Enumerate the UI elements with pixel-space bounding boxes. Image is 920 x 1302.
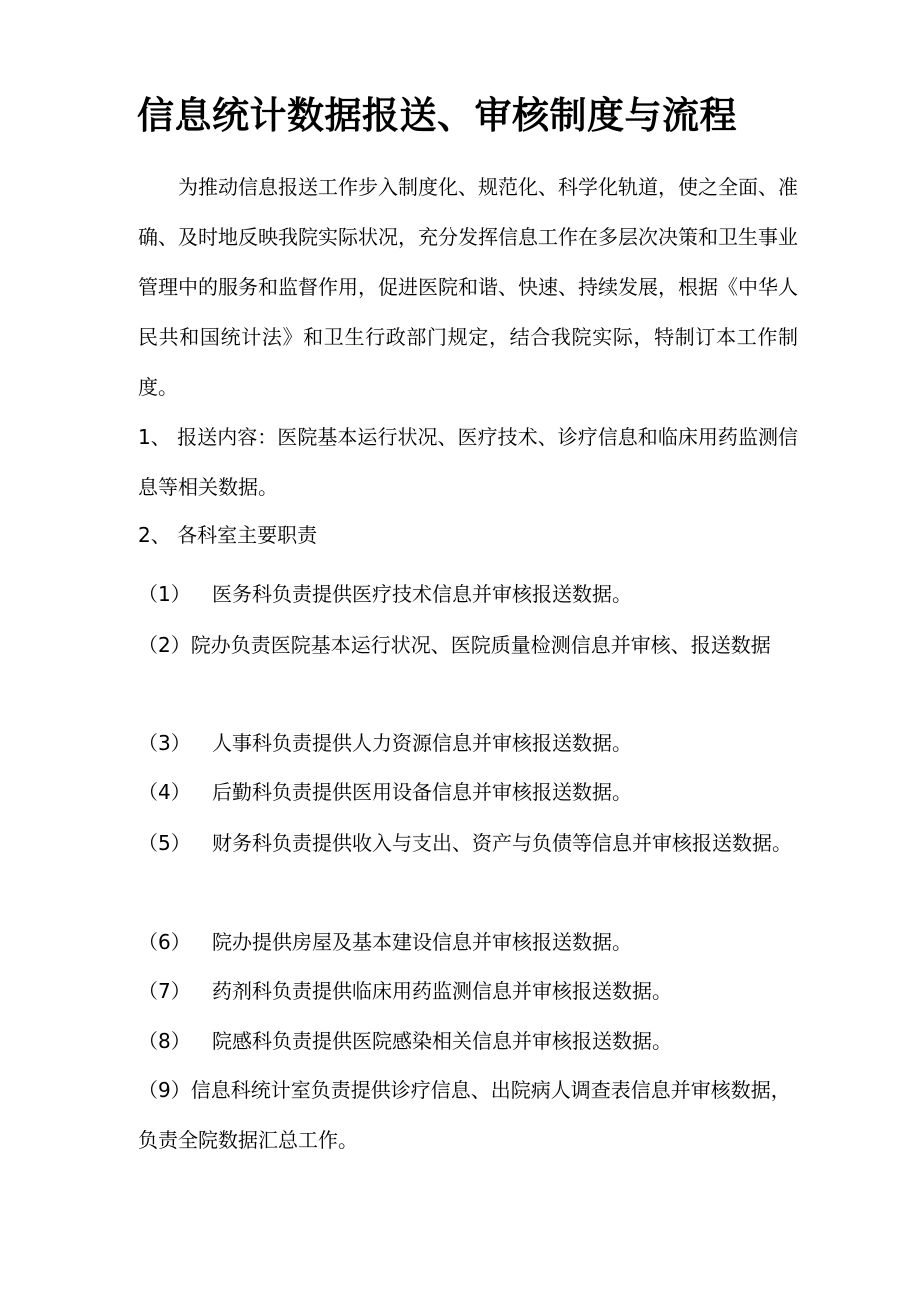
responsibility-item	[138, 620, 798, 670]
responsibility-item	[138, 1016, 798, 1066]
section-text: 报送内容：医院基本运行状况、医疗技术、诊疗信息和临床用药监测信息等相关数据。	[138, 425, 798, 499]
item-number: （5）	[138, 831, 191, 855]
intro-paragraph: 为推动信息报送工作步入制度化、规范化、科学化轨道，使之全面、准确、及时地反映我院实际状况，充分发挥信息工作在多层次决策和卫生事业管理中的服务和监督作用，促进医院和谐、快速、持续发展，根据《中华人民共和国统计法》和卫生行政部门规定，结合我院实际，特制订本工作制度。	[138, 175, 798, 399]
item-text: 财务科负责提供收入与支出、资产与负债等信息并审核报送数据。	[212, 831, 792, 855]
responsibility-item	[138, 917, 798, 967]
item-text: 院办负责医院基本运行状况、医院质量检测信息并审核、报送数据	[190, 633, 771, 657]
responsibility-item	[138, 718, 798, 768]
item-number: （3）	[138, 731, 191, 755]
item-number: （8）	[138, 1029, 191, 1053]
item-text: 后勤科负责提供医用设备信息并审核报送数据。	[212, 780, 632, 804]
item-text: 药剂科负责提供临床用药监测信息并审核报送数据。	[212, 979, 672, 1003]
item-number: （4）	[138, 780, 191, 804]
section-text: 各科室主要职责	[177, 523, 318, 547]
item-text: 信息科统计室负责提供诊疗信息、出院病人调查表信息并审核数据，负责全院数据汇总工作。	[138, 1078, 791, 1152]
section-report-content	[138, 412, 798, 512]
document-title: 信息统计数据报送、审核制度与流程	[137, 94, 737, 137]
item-number: （2）	[138, 633, 191, 657]
section-number: 1、	[138, 425, 171, 449]
item-text: 医务科负责提供医疗技术信息并审核报送数据。	[212, 582, 632, 606]
responsibility-item	[138, 1065, 798, 1165]
item-number: （9）	[138, 1078, 191, 1102]
item-text: 院感科负责提供医院感染相关信息并审核报送数据。	[212, 1029, 672, 1053]
responsibility-item	[138, 966, 798, 1016]
section-department-duties	[138, 510, 798, 560]
responsibility-item	[138, 767, 798, 817]
item-text: 院办提供房屋及基本建设信息并审核报送数据。	[212, 930, 632, 954]
item-number: （1）	[138, 582, 191, 606]
item-number: （6）	[138, 930, 191, 954]
section-number: 2、	[138, 523, 171, 547]
item-number: （7）	[138, 979, 191, 1003]
item-text: 人事科负责提供人力资源信息并审核报送数据。	[212, 731, 632, 755]
responsibility-item	[138, 818, 798, 868]
responsibility-item	[138, 569, 798, 619]
